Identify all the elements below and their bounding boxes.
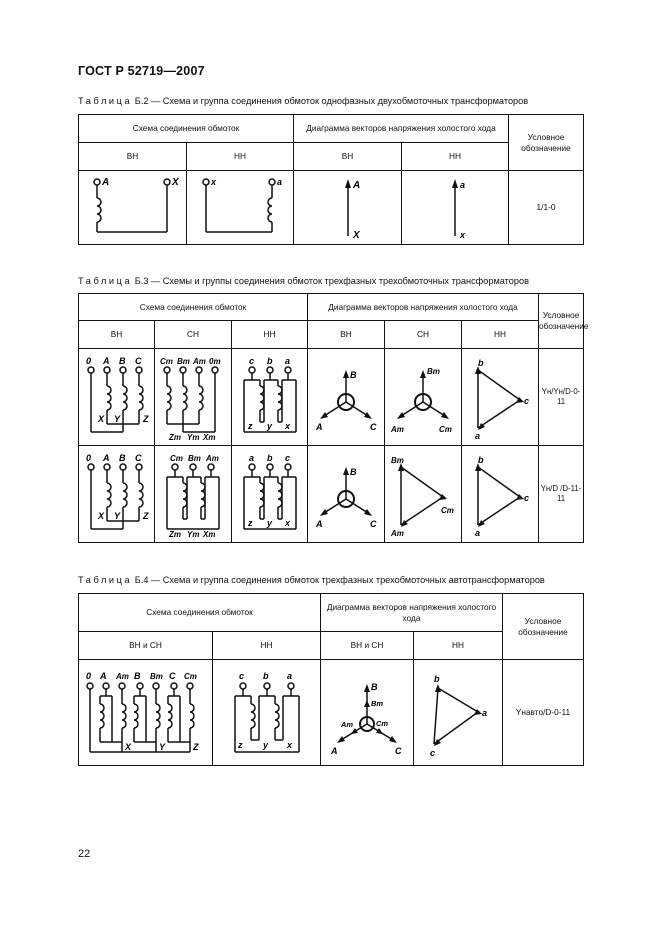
delta-winding-diagram — [157, 449, 229, 539]
vector-label: A — [331, 745, 338, 756]
table-b2-header-scheme: Схема соединения обмоток — [79, 115, 294, 143]
table-b2-hv-scheme — [79, 171, 187, 245]
vector-label: c — [524, 396, 530, 406]
table-b4-notation: Yнавто/D-0-11 — [503, 660, 584, 766]
table-b3-caption — [78, 276, 529, 286]
vector-label: x — [460, 229, 466, 240]
table-b4-header-scheme: Схема соединения обмоток — [79, 594, 321, 632]
terminal-label: Z — [142, 511, 148, 521]
star-vector-diagram — [310, 352, 382, 442]
terminal-label: Cm — [160, 357, 173, 366]
terminal-label: Zm — [169, 530, 181, 539]
terminal-label: C — [134, 356, 141, 366]
table-b2-caption-prefix: Таблица — [78, 96, 133, 106]
table-b3-subheader: ВН — [308, 321, 385, 349]
terminal-label: Z — [142, 414, 148, 424]
terminal-label: Cm — [183, 671, 197, 681]
terminal-label: C — [168, 670, 175, 681]
table-b2-lv-scheme — [187, 171, 294, 245]
terminal-label: z — [247, 518, 252, 528]
vector-label: b — [434, 673, 440, 684]
vector-label: b — [478, 455, 484, 465]
vector-label: B — [371, 681, 378, 692]
vector-label: A — [316, 519, 323, 529]
table-b3-row1-notation: Yн/Yн/D-0-11 — [539, 349, 584, 446]
lv-vector-diagram — [405, 174, 505, 242]
table-b3-row2-lv-vector — [462, 446, 539, 543]
table-b4-subheader: ВН и СН — [79, 632, 213, 660]
vector-label: Bm — [371, 698, 384, 708]
table-b3-subheader: СН — [385, 321, 462, 349]
table-b2-notation: 1/1-0 — [509, 171, 584, 245]
delta-winding-diagram — [234, 449, 306, 539]
terminal-label: X — [124, 741, 131, 752]
star-neutral-winding-diagram — [81, 352, 153, 442]
vector-label: Bm — [427, 367, 440, 376]
terminal-label: c — [284, 453, 290, 463]
terminal-label: c — [248, 356, 254, 366]
terminal-label: b — [266, 356, 272, 366]
table-b3-header-scheme: Схема соединения обмоток — [79, 294, 308, 321]
terminal-label: Xm — [203, 433, 216, 442]
table-b4 — [78, 593, 584, 766]
terminal-label: Xm — [203, 530, 216, 539]
table-b3-row2-mv-scheme — [155, 446, 232, 543]
vector-label: Cm — [439, 425, 452, 434]
star-vector-diagram — [387, 352, 459, 442]
table-b2-subheader: НН — [187, 143, 294, 171]
vector-label: Am — [391, 529, 404, 538]
terminal-label: b — [262, 670, 268, 681]
table-b3 — [78, 293, 589, 543]
terminal-label: a — [248, 453, 254, 463]
terminal-label: Bm — [149, 671, 163, 681]
terminal-label: 0m — [209, 357, 221, 366]
table-b3-row1-hv-vector — [308, 349, 385, 446]
vector-label: a — [475, 528, 481, 538]
star-neutral-winding-diagram — [157, 352, 229, 442]
terminal-label: a — [286, 670, 292, 681]
terminal-label: Am — [115, 671, 129, 681]
delta-vector-diagram — [387, 449, 459, 539]
terminal-label: a — [284, 356, 290, 366]
table-b2-subheader: ВН — [79, 143, 187, 171]
delta-vector-diagram — [416, 664, 500, 762]
table-b3-row1-lv-vector — [462, 349, 539, 446]
terminal-label: x — [211, 176, 217, 187]
table-b4-subheader: НН — [414, 632, 503, 660]
table-b3-subheader: ВН — [79, 321, 155, 349]
document-header: ГОСТ Р 52719—2007 — [78, 64, 205, 78]
table-b3-header-notation: Условное обозначение — [539, 294, 584, 349]
table-b4-caption — [78, 575, 545, 585]
single-phase-lv-winding-diagram — [190, 174, 290, 242]
terminal-label: Cm — [170, 454, 183, 463]
vector-label: A — [352, 179, 360, 191]
vector-label: a — [475, 431, 481, 441]
terminal-label: x — [284, 518, 290, 528]
table-b4-subheader: ВН и СН — [321, 632, 414, 660]
vector-label: Am — [391, 425, 404, 434]
terminal-label: A — [102, 453, 109, 463]
terminal-label: x — [284, 421, 290, 431]
table-b3-row2-mv-vector — [385, 446, 462, 543]
terminal-label: 0 — [85, 670, 91, 681]
terminal-label: 0 — [85, 453, 91, 463]
star-neutral-winding-diagram — [81, 449, 153, 539]
table-b4-caption-text: Б.4 — Схема и группа соединения обмоток трехфазных трехобмоточных автотрансформаторов — [134, 575, 545, 585]
terminal-label: a — [277, 176, 283, 187]
vector-label: c — [430, 747, 436, 758]
vector-label: Cm — [441, 506, 454, 515]
terminal-label: z — [247, 421, 252, 431]
auto-star-vector-diagram — [323, 664, 411, 762]
table-b3-row1-mv-scheme — [155, 349, 232, 446]
table-b4-lv-scheme — [213, 660, 321, 766]
terminal-label: Y — [113, 414, 120, 424]
terminal-label: Y — [158, 741, 165, 752]
star-vector-diagram — [310, 449, 382, 539]
table-b4-hvmv-vector — [321, 660, 414, 766]
terminal-label: B — [118, 453, 125, 463]
table-b3-row2-hv-vector — [308, 446, 385, 543]
table-b4-subheader: НН — [213, 632, 321, 660]
table-b2-lv-vector — [402, 171, 509, 245]
table-b2-caption-text: Б.2 — Схема и группа соединения обмоток однофазных двухобмоточных трансформаторов — [134, 96, 529, 106]
terminal-label: C — [134, 453, 141, 463]
table-b2-header-notation: Условное обозначение — [509, 115, 584, 171]
vector-label: A — [316, 422, 323, 432]
table-b3-row1-hv-scheme — [79, 349, 155, 446]
terminal-label: A — [102, 356, 109, 366]
table-b3-row2-lv-scheme — [232, 446, 308, 543]
delta-vector-diagram — [464, 352, 536, 442]
table-b4-caption-prefix: Таблица — [78, 575, 133, 585]
terminal-label: X — [171, 176, 179, 188]
terminal-label: Ym — [187, 433, 200, 442]
terminal-label: Zm — [169, 433, 181, 442]
terminal-label: x — [286, 739, 292, 750]
table-b3-caption-prefix: Таблица — [78, 276, 133, 286]
terminal-label: y — [266, 421, 272, 431]
table-b2-subheader: НН — [402, 143, 509, 171]
table-b3-subheader: НН — [232, 321, 308, 349]
terminal-label: B — [118, 356, 125, 366]
terminal-label: Am — [206, 454, 219, 463]
table-b4-lv-vector — [414, 660, 503, 766]
table-b3-row1-mv-vector — [385, 349, 462, 446]
terminal-label: 0 — [85, 356, 91, 366]
page-number: 22 — [78, 848, 91, 860]
terminal-label: Ym — [187, 530, 200, 539]
terminal-label: X — [97, 414, 104, 424]
vector-label: Cm — [376, 718, 389, 728]
table-b3-subheader: НН — [462, 321, 539, 349]
table-b3-row2-notation: Yн/D /D-11-11 — [539, 446, 584, 543]
table-b3-subheader: СН — [155, 321, 232, 349]
delta-winding-diagram — [217, 664, 317, 762]
table-b4-header-vectors: Диаграмма векторов напряжения холостого хода — [321, 594, 503, 632]
terminal-label: y — [262, 739, 268, 750]
table-b3-header-vectors: Диаграмма векторов напряжения холостого хода — [308, 294, 539, 321]
terminal-label: b — [266, 453, 272, 463]
vector-label: B — [350, 370, 357, 380]
table-b2 — [78, 114, 584, 245]
delta-winding-diagram — [234, 352, 306, 442]
table-b2-header-vectors: Диаграмма векторов напряжения холостого хода — [294, 115, 509, 143]
single-phase-hv-winding-diagram — [83, 174, 183, 242]
vector-label: a — [460, 179, 466, 190]
vector-label: b — [478, 358, 484, 368]
terminal-label: Am — [193, 357, 206, 366]
vector-label: Am — [341, 719, 354, 729]
terminal-label: A — [99, 670, 106, 681]
table-b4-hvmv-scheme — [79, 660, 213, 766]
table-b4-header-notation: Условное обозначение — [503, 594, 584, 660]
vector-label: C — [395, 745, 402, 756]
vector-label: c — [524, 493, 530, 503]
autotransformer-winding-diagram — [82, 664, 210, 762]
terminal-label: y — [266, 518, 272, 528]
terminal-label: Y — [113, 511, 120, 521]
vector-label: a — [482, 707, 488, 718]
vector-label: C — [370, 422, 377, 432]
vector-label: B — [350, 467, 357, 477]
hv-vector-diagram — [298, 174, 398, 242]
terminal-label: z — [237, 739, 242, 750]
table-b3-caption-text: Б.3 — Схемы и группы соединения обмоток трехфазных трехобмоточных трансформаторов — [134, 276, 529, 286]
delta-vector-diagram — [464, 449, 536, 539]
table-b2-caption — [78, 96, 528, 106]
table-b2-subheader: ВН — [294, 143, 402, 171]
terminal-label: Bm — [177, 357, 190, 366]
terminal-label: A — [101, 176, 109, 188]
terminal-label: Bm — [188, 454, 201, 463]
vector-label: X — [352, 229, 360, 241]
terminal-label: c — [238, 670, 244, 681]
table-b2-hv-vector — [294, 171, 402, 245]
table-b3-row2-hv-scheme — [79, 446, 155, 543]
terminal-label: B — [133, 670, 140, 681]
table-b3-row1-lv-scheme — [232, 349, 308, 446]
terminal-label: Z — [192, 741, 198, 752]
vector-label: C — [370, 519, 377, 529]
terminal-label: X — [97, 511, 104, 521]
vector-label: Bm — [391, 456, 404, 465]
